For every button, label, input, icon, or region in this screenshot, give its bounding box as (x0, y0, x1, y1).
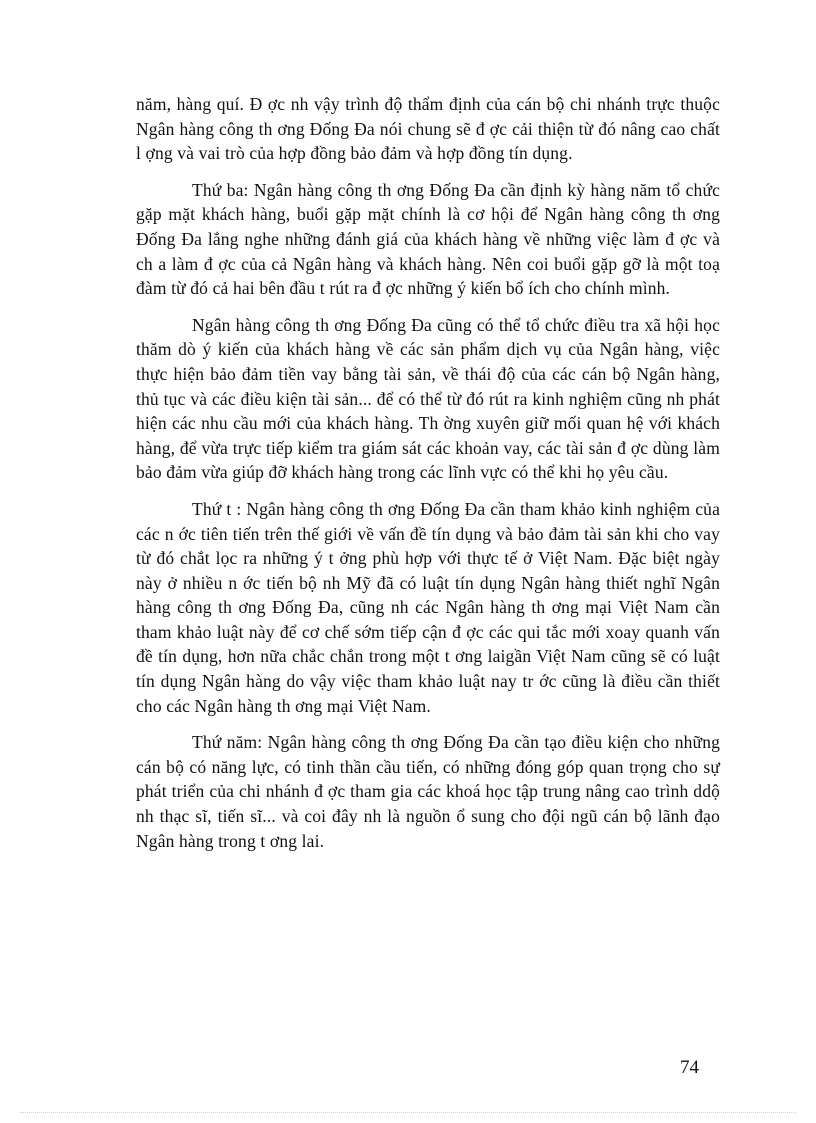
paragraph-continuation: năm, hàng quí. Đ ợc nh vậy trình độ thẩm định của cán bộ chi nhánh trực thuộc Ngân hàng công th ơng Đống Đa nói chung sẽ đ ợc cải thiện từ đó nâng cao chất l ợng và vai trò của hợp đồng bảo đảm và hợp đồng tín dụng. (136, 94, 720, 164)
bottom-divider (20, 1112, 796, 1113)
paragraph-thu-tu: Thứ t : Ngân hàng công th ơng Đống Đa cần tham khảo kinh nghiệm của các n ớc tiên tiến trên thế giới về vấn đề tín dụng và bảo đảm tài sản khi cho vay từ đó chắt lọc ra những ý t ởng phù hợp với thực tế ở Việt Nam. Đặc biệt ngày này ở nhiều n ớc tiến bộ nh Mỹ đã có luật tín dụng Ngân hàng thiết nghĩ Ngân hàng công th ơng Đống Đa, cũng nh các Ngân hàng th ơng mại Việt Nam cần tham khảo luật này để cơ chế sớm tiếp cận đ ợc các qui tắc mới xoay quanh vấn đề tín dụng, hơn nữa chắc chắn trong một t ơng laigần Việt Nam cũng sẽ có luật tín dụng Ngân hàng do vậy việc tham khảo luật nay tr ớc cũng là điều cần thiết cho các Ngân hàng th ơng mại Việt Nam. (136, 498, 720, 716)
page-number: 74 (680, 1057, 699, 1078)
paragraph-survey: Ngân hàng công th ơng Đống Đa cũng có thể tổ chức điều tra xã hội học thăm dò ý kiến của khách hàng về các sản phẩm dịch vụ của Ngân hàng, việc thực hiện bảo đảm tiền vay bằng tài sản, về thái độ của các cán bộ Ngân hàng, thủ tục và các điều kiện tài sản... để có thể từ đó rút ra kinh nghiệm cũng nh phát hiện các nhu cầu mới của khách hàng. Th ờng xuyên giữ mối quan hệ với khách hàng, để vừa trực tiếp kiểm tra giám sát các khoản vay, các tài sản đ ợc dùng làm bảo đảm vừa giúp đỡ khách hàng trong các lĩnh vực có thể khi họ yêu cầu. (136, 314, 720, 483)
paragraph-thu-ba: Thứ ba: Ngân hàng công th ơng Đống Đa cần định kỳ hàng năm tổ chức gặp mặt khách hàng, buổi gặp mặt chính là cơ hội để Ngân hàng công th ơng Đống Đa lắng nghe những đánh giá của khách hàng về những việc làm đ ợc và ch a làm đ ợc của cả Ngân hàng và khách hàng. Nên coi buổi gặp gỡ là một toạ đàm từ đó cả hai bên đầu t rút ra đ ợc những ý kiến bổ ích cho chính mình. (136, 179, 720, 299)
document-page (136, 92, 720, 865)
paragraph-thu-nam: Thứ năm: Ngân hàng công th ơng Đống Đa cần tạo điều kiện cho những cán bộ có năng lực, có tinh thần cầu tiến, có những đóng góp quan trọng cho sự phát triển của chi nhánh đ ợc tham gia các khoá học tập trung nâng cao trình ddộ nh thạc sĩ, tiến sĩ... và coi đây nh là nguồn ổ sung cho đội ngũ cán bộ lãnh đạo Ngân hàng trong t ơng lai. (136, 732, 720, 851)
